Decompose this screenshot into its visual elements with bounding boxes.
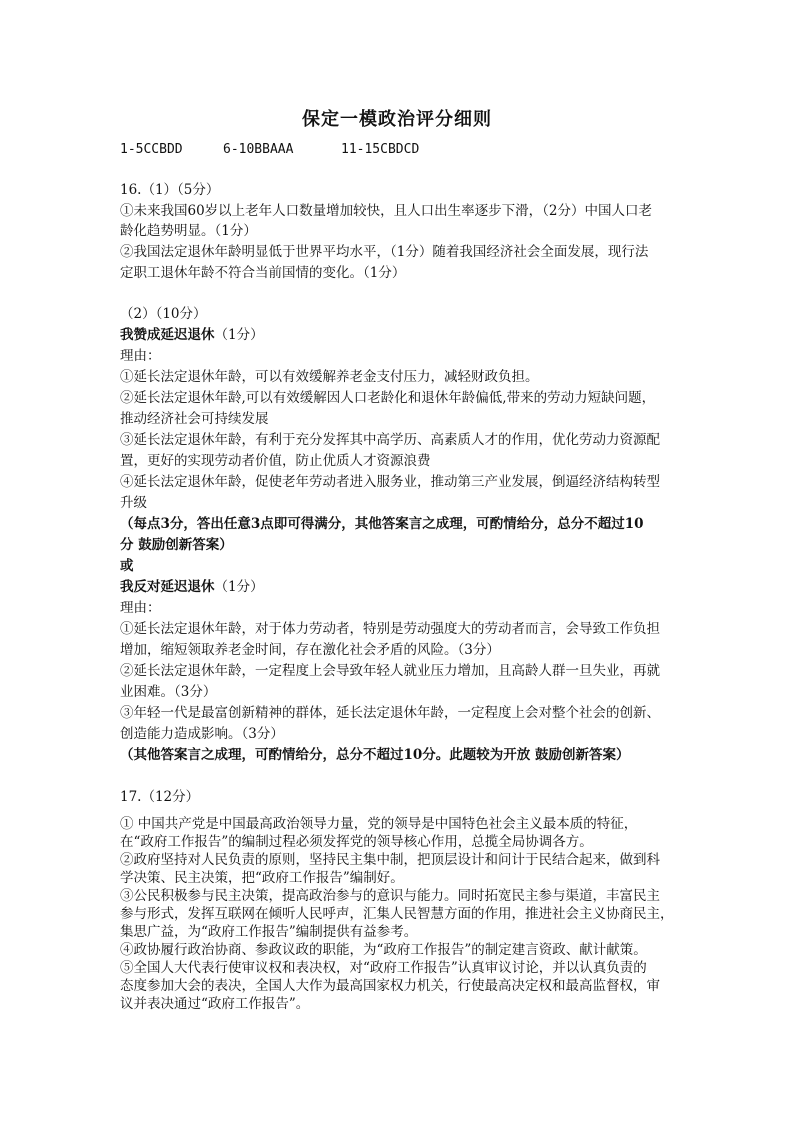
q17-line: 在“政府工作报告”的编制过程必须发挥党的领导核心作用，总揽全局协调各方。 <box>120 834 593 850</box>
support-reason-line: 推动经济社会可持续发展 <box>120 411 269 427</box>
q17-line: 议并表决通过“政府工作报告”。 <box>120 996 310 1012</box>
support-scoring-note: 分 鼓励创新答案） <box>120 537 233 553</box>
q16-part1-header: 16.（1）（5分） <box>120 182 220 198</box>
page-title: 保定一模政治评分细则 <box>302 109 492 130</box>
q16-part1-line: 龄化趋势明显。（1分） <box>120 223 257 239</box>
oppose-reason-line: ①延长法定退休年龄，对于体力劳动者，特别是劳动强度大的劳动者而言，会导致工作负担 <box>120 621 660 637</box>
oppose-reason-line: ③年轻一代是最富创新精神的群体，延长法定退休年龄，一定程度上会对整个社会的创新、 <box>120 705 660 721</box>
support-points: （1分） <box>214 327 264 343</box>
support-reason-line: ②延长法定退休年龄,可以有效缓解因人口老龄化和退休年龄偏低,带来的劳动力短缺问题， <box>120 390 656 406</box>
oppose-reason-line: 创造能力造成影响。（3分） <box>120 726 284 742</box>
q17-line: 态度参加大会的表决，全国人大作为最高国家权力机关，行使最高决定权和最高监督权，审 <box>120 978 660 994</box>
q17-line: 学决策、民主决策，把“政府工作报告”编制好。 <box>120 870 404 886</box>
support-scoring-note: （每点3分，答出任意3点即可得满分，其他答案言之成理，可酌情给分，总分不超过10 <box>120 516 644 532</box>
oppose-points: （1分） <box>214 579 264 595</box>
oppose-reason-line: 业困难。（3分） <box>120 684 217 700</box>
support-reason-line: 置，更好的实现劳动者价值，防止优质人才资源浪费 <box>120 453 431 469</box>
q17-line: ⑤全国人大代表行使审议权和表决权，对“政府工作报告”认真审议讨论，并以认真负责的 <box>120 960 647 976</box>
oppose-reason-line: ②延长法定退休年龄，一定程度上会导致年轻人就业压力增加，且高龄人群一旦失业，再就 <box>120 663 660 679</box>
q16-part1-line: 定职工退休年龄不符合当前国情的变化。（1分） <box>120 265 406 281</box>
q17-line: ① 中国共产党是中国最高政治领导力量，党的领导是中国特色社会主义最本质的特征， <box>120 816 638 832</box>
q16-part2-header: （2）（10分） <box>120 306 207 322</box>
support-reason-line: ③延长法定退休年龄，有利于充分发挥其中高学历、高素质人才的作用，优化劳动力资源配 <box>120 432 660 448</box>
oppose-reason-label: 理由： <box>120 600 161 616</box>
oppose-heading: 我反对延迟退休 <box>120 579 215 595</box>
q17-line: ④政协履行政治协商、参政议政的职能，为“政府工作报告”的制定建言资政、献计献策。 <box>120 942 647 958</box>
multiple-choice-answers <box>120 142 419 157</box>
q16-part1-line: ①未来我国60岁以上老年人口数量增加较快，且人口出生率逐步下滑，（2分）中国人口老 <box>120 203 653 219</box>
oppose-scoring-note: （其他答案言之成理，可酌情给分，总分不超过10分。此题较为开放 鼓励创新答案） <box>120 747 630 763</box>
reason-label: 理由： <box>120 348 161 364</box>
q17-header: 17.（12分） <box>120 789 200 805</box>
support-reason-line: ④延长法定退休年龄，促使老年劳动者进入服务业，推动第三产业发展，倒逼经济结构转型 <box>120 474 660 490</box>
or-label: 或 <box>120 558 134 574</box>
support-heading: 我赞成延迟退休 <box>120 327 215 343</box>
q17-line: ③公民积极参与民主决策，提高政治参与的意识与能力。同时拓宽民主参与渠道，丰富民主 <box>120 888 660 904</box>
q17-line: ②政府坚持对人民负责的原则，坚持民主集中制，把顶层设计和问计于民结合起来，做到科 <box>120 852 660 868</box>
oppose-heading-line <box>120 577 264 597</box>
answer-group-1-5: 1-5CCBDD <box>120 142 183 157</box>
answer-group-11-15: 11-15CBDCD <box>341 142 420 157</box>
support-heading-line <box>120 325 264 345</box>
support-reason-line: ①延长法定退休年龄，可以有效缓解养老金支付压力，减轻财政负担。 <box>120 369 539 385</box>
support-reason-line: 升级 <box>120 495 147 511</box>
answer-group-6-10: 6-10BBAAA <box>223 142 294 157</box>
oppose-reason-line: 增加，缩短领取养老金时间，存在激化社会矛盾的风险。（3分） <box>120 642 500 658</box>
q17-line: 集思广益，为“政府工作报告”编制提供有益参考。 <box>120 924 418 940</box>
q16-part1-line: ②我国法定退休年龄明显低于世界平均水平，（1分）随着我国经济社会全面发展，现行法 <box>120 244 649 260</box>
q17-line: 参与形式，发挥互联网在倾听人民呼声，汇集人民智慧方面的作用，推进社会主义协商民主， <box>120 906 674 922</box>
